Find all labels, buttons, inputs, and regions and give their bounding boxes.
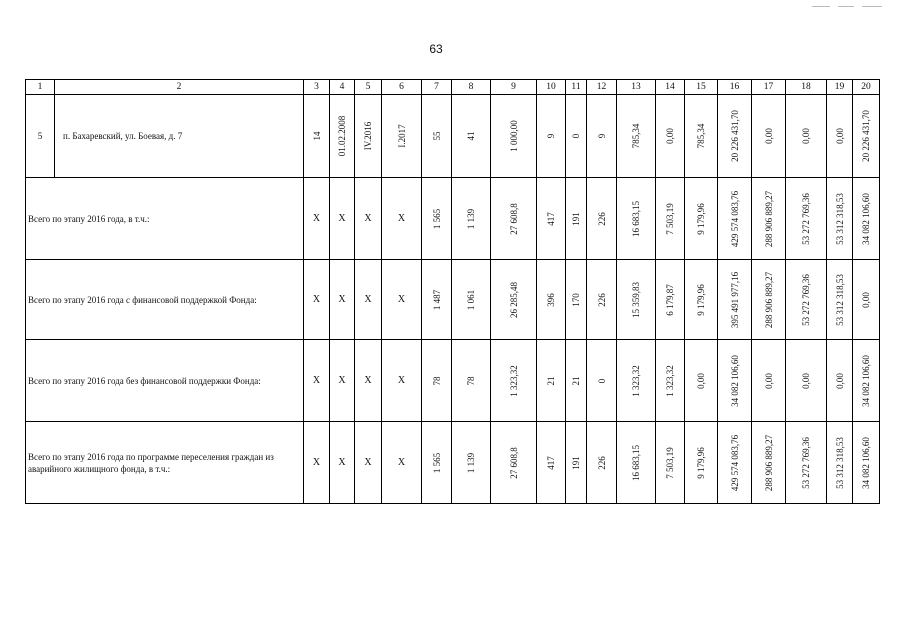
cell-col-16-text: 395 491 977,16	[729, 271, 740, 328]
summary-row	[26, 340, 880, 422]
cell-col-9-text: 26 285,48	[508, 281, 519, 318]
cell-col-10-text: 9	[546, 133, 556, 139]
summary-label: Всего по этапу 2016 года, в т.ч.:	[26, 178, 304, 260]
cell-col-14	[656, 422, 685, 504]
x-mark-col-6: Х	[382, 178, 422, 260]
cell-col-20-text: 34 082 106,60	[861, 192, 871, 245]
scan-artifact	[838, 6, 854, 7]
cell-col-13-text: 1 323,32	[631, 364, 641, 397]
cell-col-16	[718, 95, 752, 178]
cell-col-11-text: 191	[571, 455, 581, 470]
cell-col-11	[566, 340, 587, 422]
cell-col-20-text: 34 082 106,60	[861, 354, 871, 407]
cell-col-13	[617, 178, 656, 260]
cell-col-15	[685, 340, 718, 422]
cell-col-18-text: 0,00	[801, 128, 811, 144]
cell-col-16	[718, 178, 752, 260]
cell-col-8-text: 78	[466, 376, 476, 385]
cell-col-13-text: 15 359,83	[631, 281, 641, 318]
column-header-10: 10	[537, 80, 566, 95]
summary-label: Всего по этапу 2016 года без финансовой поддержки Фонда:	[26, 340, 304, 422]
cell-col-13	[617, 260, 656, 340]
cell-col-19	[827, 340, 853, 422]
cell-col-7-text: 78	[431, 376, 442, 385]
cell-col-7	[422, 95, 452, 178]
address-cell: п. Бахаревский, ул. Боевая, д. 7	[55, 95, 304, 178]
cell-col-12-text: 0	[596, 378, 607, 383]
cell-col-18	[786, 340, 827, 422]
column-header-6: 6	[382, 80, 422, 95]
cell-col-20	[853, 95, 880, 178]
cell-col-13-text: 785,34	[631, 123, 641, 149]
column-header-19: 19	[827, 80, 853, 95]
cell-col-13-text: 16 683,15	[631, 444, 641, 481]
cell-col-12-text: 9	[596, 133, 607, 139]
cell-col-16-text: 429 574 083,76	[729, 190, 740, 247]
cell-col-18	[786, 260, 827, 340]
cell-col-20	[853, 260, 880, 340]
cell-col-17-text: 0,00	[763, 372, 774, 389]
cell-col-9-text: 1 323,32	[508, 364, 519, 397]
cell-col-12-text: 226	[596, 455, 607, 470]
cell-col-16-text: 429 574 083,76	[729, 434, 740, 491]
cell-col-19-text: 53 312 318,53	[834, 273, 845, 326]
x-mark-col-6: Х	[382, 260, 422, 340]
column-header-5: 5	[355, 80, 382, 95]
cell-col-10-text: 21	[546, 376, 556, 385]
x-mark-col-5: Х	[355, 340, 382, 422]
x-mark-col-4: Х	[330, 340, 355, 422]
summary-label: Всего по этапу 2016 года с финансовой поддержкой Фонда:	[26, 260, 304, 340]
cell-col-19	[827, 260, 853, 340]
cell-col-7-text: 55	[431, 131, 442, 141]
x-mark-col-3: Х	[304, 340, 330, 422]
cell-col-8	[452, 422, 491, 504]
cell-col-12	[587, 95, 617, 178]
column-header-16: 16	[718, 80, 752, 95]
x-mark-col-3: Х	[304, 422, 330, 504]
column-header-20: 20	[853, 80, 880, 95]
cell-col-9	[491, 422, 537, 504]
cell-col-11	[566, 422, 587, 504]
x-mark-col-5: Х	[355, 178, 382, 260]
cell-col-17	[752, 422, 786, 504]
cell-col-8	[452, 260, 491, 340]
column-header-18: 18	[786, 80, 827, 95]
column-header-1: 1	[26, 80, 55, 95]
cell-col-14	[656, 95, 685, 178]
cell-col-14	[656, 178, 685, 260]
cell-col-8-text: 1 139	[466, 208, 476, 229]
cell-col-8-text: 41	[466, 131, 476, 141]
column-header-12: 12	[587, 80, 617, 95]
cell-col-3-text: 14	[311, 131, 322, 141]
cell-col-19	[827, 95, 853, 178]
cell-col-4	[330, 95, 355, 178]
cell-col-20-text: 34 082 106,60	[861, 436, 871, 489]
cell-col-7	[422, 340, 452, 422]
cell-col-14-text: 1 323,32	[665, 364, 675, 397]
cell-col-11-text: 0	[571, 133, 581, 139]
cell-col-14	[656, 260, 685, 340]
cell-col-17	[752, 178, 786, 260]
cell-col-10	[537, 95, 566, 178]
cell-col-8	[452, 178, 491, 260]
cell-col-8-text: 1 139	[466, 452, 476, 473]
cell-col-20-text: 20 226 431,70	[861, 110, 871, 162]
column-header-9: 9	[491, 80, 537, 95]
x-mark-col-6: Х	[382, 422, 422, 504]
cell-col-14-text: 7 503,19	[665, 202, 675, 235]
cell-col-10	[537, 178, 566, 260]
cell-col-12	[587, 260, 617, 340]
cell-col-9	[491, 340, 537, 422]
cell-col-9-text: 27 608,8	[508, 202, 519, 235]
column-header-15: 15	[685, 80, 718, 95]
x-mark-col-5: Х	[355, 260, 382, 340]
cell-col-12-text: 226	[596, 211, 607, 226]
summary-row	[26, 260, 880, 340]
cell-col-9-text: 27 608,8	[508, 446, 519, 479]
header-row	[26, 80, 880, 95]
cell-col-20	[853, 340, 880, 422]
cell-col-15	[685, 422, 718, 504]
cell-col-17	[752, 340, 786, 422]
cell-col-7	[422, 422, 452, 504]
cell-col-10-text: 396	[546, 292, 556, 307]
x-mark-col-4: Х	[330, 422, 355, 504]
cell-col-16	[718, 340, 752, 422]
cell-col-13	[617, 340, 656, 422]
cell-col-9	[491, 95, 537, 178]
cell-col-15-text: 9 179,96	[696, 446, 706, 479]
cell-col-5-text: IV.2016	[363, 121, 373, 151]
cell-col-13	[617, 422, 656, 504]
cell-col-17	[752, 260, 786, 340]
cell-col-8-text: 1 061	[466, 289, 476, 310]
scan-artifact	[862, 6, 882, 7]
scan-artifact	[812, 6, 830, 7]
cell-col-11-text: 191	[571, 211, 581, 226]
cell-col-7-text: 1 487	[431, 289, 442, 310]
cell-col-11-text: 21	[571, 376, 581, 385]
cell-col-15-text: 9 179,96	[696, 283, 706, 316]
cell-col-10-text: 417	[546, 455, 556, 470]
cell-col-8	[452, 340, 491, 422]
cell-col-6	[382, 95, 422, 178]
cell-col-18	[786, 422, 827, 504]
x-mark-col-3: Х	[304, 178, 330, 260]
cell-col-18-text: 53 272 769,36	[801, 436, 811, 489]
cell-col-3	[304, 95, 330, 178]
page-number: 63	[429, 42, 443, 56]
cell-col-9	[491, 178, 537, 260]
cell-col-10	[537, 422, 566, 504]
cell-col-11	[566, 260, 587, 340]
cell-col-7	[422, 178, 452, 260]
cell-col-7	[422, 260, 452, 340]
cell-col-18	[786, 95, 827, 178]
cell-col-15-text: 0,00	[696, 372, 706, 389]
column-header-14: 14	[656, 80, 685, 95]
cell-col-18	[786, 178, 827, 260]
cell-col-12	[587, 422, 617, 504]
cell-col-19	[827, 178, 853, 260]
table-row	[26, 95, 880, 178]
column-header-7: 7	[422, 80, 452, 95]
cell-col-20	[853, 422, 880, 504]
column-header-17: 17	[752, 80, 786, 95]
cell-col-15	[685, 178, 718, 260]
cell-col-18-text: 0,00	[801, 372, 811, 389]
cell-col-7-text: 1 565	[431, 208, 442, 229]
cell-col-19-text: 0,00	[834, 128, 845, 144]
cell-col-5	[355, 95, 382, 178]
cell-col-16-text: 34 082 106,60	[729, 354, 740, 407]
column-header-11: 11	[566, 80, 587, 95]
column-header-8: 8	[452, 80, 491, 95]
cell-col-10	[537, 260, 566, 340]
summary-label: Всего по этапу 2016 года по программе переселения граждан из аварийного жилищного фонда, в т.ч.:	[26, 422, 304, 504]
cell-col-9-text: 1 000,00	[508, 120, 519, 152]
data-table	[25, 79, 880, 504]
cell-col-15-text: 785,34	[696, 123, 706, 149]
cell-col-19	[827, 422, 853, 504]
cell-col-17-text: 0,00	[763, 128, 774, 144]
cell-col-14	[656, 340, 685, 422]
cell-col-10	[537, 340, 566, 422]
column-header-4: 4	[330, 80, 355, 95]
cell-col-17	[752, 95, 786, 178]
cell-col-15-text: 9 179,96	[696, 202, 706, 235]
x-mark-col-5: Х	[355, 422, 382, 504]
x-mark-col-4: Х	[330, 178, 355, 260]
cell-col-19-text: 53 312 318,53	[834, 436, 845, 489]
cell-col-17-text: 288 906 889,27	[763, 271, 774, 328]
cell-col-18-text: 53 272 769,36	[801, 273, 811, 326]
cell-col-13-text: 16 683,15	[631, 200, 641, 237]
cell-col-14-text: 6 179,87	[665, 283, 675, 316]
column-header-13: 13	[617, 80, 656, 95]
column-header-3: 3	[304, 80, 330, 95]
cell-col-12-text: 226	[596, 292, 607, 307]
row-number: 5	[26, 95, 55, 178]
cell-col-20	[853, 178, 880, 260]
cell-col-13	[617, 95, 656, 178]
cell-col-7-text: 1 565	[431, 452, 442, 473]
cell-col-16	[718, 422, 752, 504]
summary-row	[26, 422, 880, 504]
cell-col-19-text: 53 312 318,53	[834, 192, 845, 245]
cell-col-17-text: 288 906 889,27	[763, 190, 774, 247]
cell-col-8	[452, 95, 491, 178]
cell-col-15	[685, 260, 718, 340]
cell-col-14-text: 0,00	[665, 128, 675, 144]
cell-col-16-text: 20 226 431,70	[729, 110, 740, 162]
cell-col-12	[587, 340, 617, 422]
cell-col-10-text: 417	[546, 211, 556, 226]
cell-col-15	[685, 95, 718, 178]
cell-col-9	[491, 260, 537, 340]
x-mark-col-4: Х	[330, 260, 355, 340]
cell-col-11	[566, 95, 587, 178]
x-mark-col-6: Х	[382, 340, 422, 422]
cell-col-19-text: 0,00	[834, 372, 845, 389]
cell-col-12	[587, 178, 617, 260]
cell-col-14-text: 7 503,19	[665, 446, 675, 479]
cell-col-11	[566, 178, 587, 260]
column-header-2: 2	[55, 80, 304, 95]
x-mark-col-3: Х	[304, 260, 330, 340]
cell-col-20-text: 0,00	[861, 291, 871, 308]
cell-col-4-text: 01.02.2008	[337, 115, 347, 157]
cell-col-18-text: 53 272 769,36	[801, 192, 811, 245]
cell-col-11-text: 170	[571, 292, 581, 307]
cell-col-16	[718, 260, 752, 340]
cell-col-6-text: I.2017	[396, 124, 407, 148]
summary-row	[26, 178, 880, 260]
cell-col-17-text: 288 906 889,27	[763, 434, 774, 491]
